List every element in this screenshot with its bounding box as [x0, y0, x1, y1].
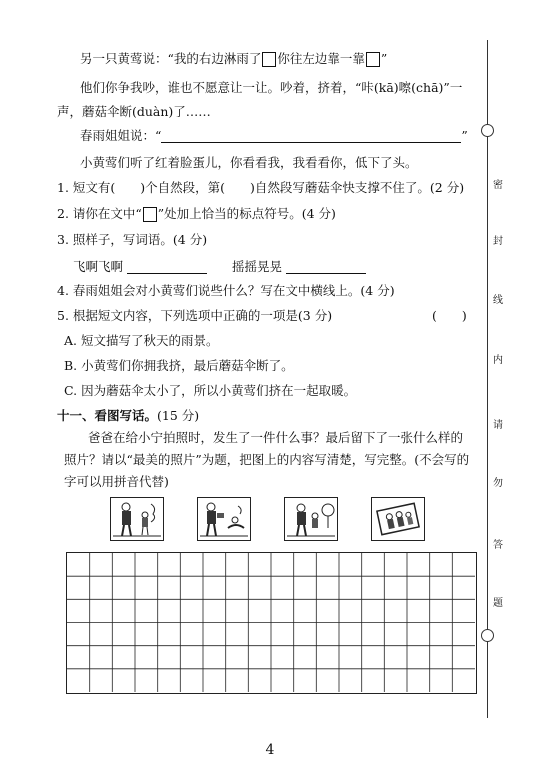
binding-hole [481, 629, 494, 642]
picture-panel-4 [371, 497, 425, 541]
answer-line[interactable] [127, 261, 207, 274]
binding-line [487, 40, 488, 718]
passage-line-4 [80, 128, 468, 144]
q3-example-2 [232, 259, 366, 275]
question-4: 4. 春雨姐姐会对小黄莺们说些什么？写在文中横线上。(4 分) [57, 283, 395, 298]
binding-char: 题 [490, 598, 506, 610]
option-b: B. 小黄莺们你拥我挤，最后蘑菇伞断了。 [64, 358, 294, 373]
question-1: 1. 短文有( )个自然段，第( )自然段写蘑菇伞快支撑不住了。(2 分) [57, 180, 465, 195]
example-word: 摇摇晃晃 [232, 259, 283, 274]
passage-text: ” [461, 128, 468, 143]
writing-grid[interactable] [66, 552, 477, 694]
binding-char: 勿 [490, 478, 506, 490]
picture-panel-3 [284, 497, 338, 541]
father-and-child-illustration [198, 498, 250, 540]
binding-hole [481, 124, 494, 137]
section-title: 十一、看图写话。 [57, 408, 158, 423]
father-and-child-illustration [111, 498, 163, 540]
binding-char: 封 [490, 236, 506, 248]
binding-char: 线 [490, 295, 506, 307]
binding-char: 请 [490, 420, 506, 432]
answer-line[interactable] [286, 261, 366, 274]
section-11-prompt-3: 字可以用拼音代替) [64, 474, 169, 489]
helping-child-illustration [285, 498, 337, 540]
q5-answer-paren[interactable]: ( ) [432, 308, 467, 323]
section-points: (15 分) [157, 408, 200, 423]
passage-line-2: 他们你争我吵，谁也不愿意让一让。吵着，挤着，“咔(kā)嚓(chā)”一 [80, 80, 463, 95]
binding-char: 答 [490, 540, 506, 552]
passage-line-5: 小黄莺们听了红着脸蛋儿，你看看我，我看看你，低下了头。 [80, 155, 418, 170]
section-11-prompt-1: 爸爸在给小宁拍照时，发生了一件什么事？最后留下了一张什么样的 [88, 430, 464, 445]
passage-line-3: 声，蘑菇伞断(duàn)了…… [57, 104, 211, 119]
section-11-heading [57, 408, 199, 424]
question-2 [57, 206, 336, 222]
passage-text: 春雨姐姐说：“ [80, 128, 162, 143]
question-5: 5. 根据短文内容，下列选项中正确的一项是(3 分) [57, 308, 333, 323]
section-11-prompt-2: 照片？请以“最美的照片”为题，把图上的内容写清楚，写完整。(不会写的 [64, 452, 470, 467]
question-text: ”处加上恰当的标点符号。(4 分) [157, 206, 336, 221]
passage-line-1 [80, 51, 387, 67]
binding-char: 密 [490, 180, 506, 192]
photo-illustration [372, 498, 424, 540]
example-word: 飞啊飞啊 [73, 259, 124, 274]
binding-char: 内 [490, 355, 506, 367]
q3-example-1 [73, 259, 207, 275]
passage-text: 你往左边靠一靠 [277, 51, 365, 66]
answer-line[interactable] [161, 130, 461, 143]
picture-panel-1 [110, 497, 164, 541]
question-text: 2. 请你在文中“ [57, 206, 142, 221]
grid-lines [67, 553, 475, 692]
option-a: A. 短文描写了秋天的雨景。 [64, 333, 219, 348]
page-number: 4 [265, 742, 275, 758]
option-c: C. 因为蘑菇伞太小了，所以小黄莺们挤在一起取暖。 [64, 383, 357, 398]
picture-panel-2 [197, 497, 251, 541]
passage-text: 另一只黄莺说：“我的右边淋雨了 [80, 51, 262, 66]
passage-text: ” [380, 51, 388, 66]
punctuation-box[interactable] [366, 52, 380, 67]
punctuation-box [143, 207, 157, 222]
question-3: 3. 照样子，写词语。(4 分) [57, 232, 208, 247]
punctuation-box[interactable] [262, 52, 276, 67]
